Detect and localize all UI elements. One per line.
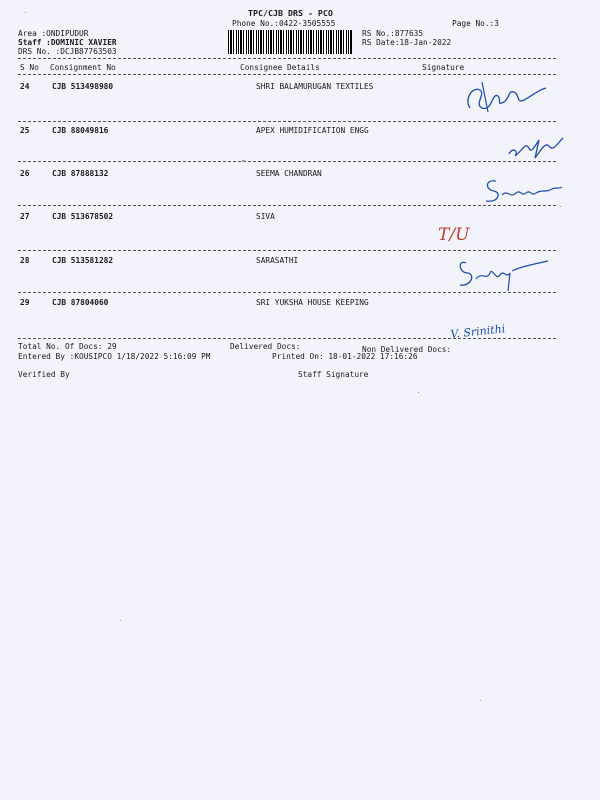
row-sno: 29: [20, 298, 30, 307]
scan-speck: [418, 392, 419, 393]
verified-by: Verified By: [18, 370, 70, 379]
row-consignment: CJB 87888132: [52, 169, 109, 178]
scan-speck: [480, 700, 481, 701]
column-consignee: Consignee Details: [240, 63, 320, 72]
non-delivered-docs: Non Delivered Docs:: [362, 345, 452, 354]
row-consignee: SHRI BALAMURUGAN TEXTILES: [256, 82, 374, 91]
scan-speck: [25, 12, 26, 13]
drs-number: DRS No. :DCJB87763503: [18, 47, 117, 56]
printed-on: Printed On: 18-01-2022 17:16:26: [272, 352, 418, 361]
row-consignment: CJB 513498980: [52, 82, 114, 91]
entered-by: Entered By :KOUSIPCO 1/18/2022 5:16:09 PM: [18, 352, 211, 361]
row-divider: [18, 205, 556, 206]
row-divider: [18, 250, 556, 251]
row-consignee: SIVA: [256, 212, 275, 221]
delivered-docs: Delivered Docs:: [230, 342, 301, 351]
svg-text:T/U: T/U: [438, 225, 470, 245]
row-consignee: APEX HUMIDIFICATION ENGG: [256, 126, 369, 135]
row-sno: 24: [20, 82, 30, 91]
signature-row-26: [480, 175, 564, 209]
column-signature: Signature: [422, 63, 465, 72]
row-consignment: CJB 513678502: [52, 212, 114, 221]
row-consignee: SARASATHI: [256, 256, 299, 265]
document-title: TPC/CJB DRS - PCO: [248, 8, 333, 18]
handwritten-tu-mark: [436, 218, 486, 248]
staff-signature: Staff Signature: [298, 370, 369, 379]
svg-text:V. Srinithi: V. Srinithi: [449, 322, 506, 341]
barcode: [228, 30, 352, 54]
scan-speck: [120, 620, 121, 621]
row-divider: [18, 121, 556, 122]
row-consignment: CJB 513581282: [52, 256, 114, 265]
row-consignment: CJB 88049816: [52, 126, 109, 135]
area-field: Area :ONDIPUDUR: [18, 29, 89, 38]
signature-row-24: [462, 78, 548, 118]
row-sno: 26: [20, 169, 30, 178]
row-sno: 28: [20, 256, 30, 265]
header-rule-top: [18, 58, 556, 59]
row-consignee: SEEMA CHANDRAN: [256, 169, 322, 178]
row-consignment: CJB 87804060: [52, 298, 109, 307]
phone-number: Phone No.:0422-3505555: [232, 19, 336, 28]
scan-speck: [560, 206, 561, 207]
column-consignment: Consignment No: [50, 63, 116, 72]
signature-row-28: [456, 255, 552, 295]
signature-row-29: [448, 314, 528, 342]
header-rule-bottom: [18, 74, 556, 75]
rs-number: RS No.:877635: [362, 29, 424, 38]
rs-date: RS Date:18-Jan-2022: [362, 38, 452, 47]
row-divider: [18, 161, 556, 162]
signature-row-25: [505, 132, 565, 162]
row-consignee: SRI YUKSHA HOUSE KEEPING: [256, 298, 369, 307]
scan-speck: [242, 160, 245, 162]
total-docs: Total No. Of Docs: 29: [18, 342, 117, 351]
row-sno: 27: [20, 212, 30, 221]
page-number: Page No.:3: [452, 19, 499, 28]
row-sno: 25: [20, 126, 30, 135]
column-sno: S No: [20, 63, 39, 72]
staff-field: Staff :DOMINIC XAVIER: [18, 38, 117, 47]
